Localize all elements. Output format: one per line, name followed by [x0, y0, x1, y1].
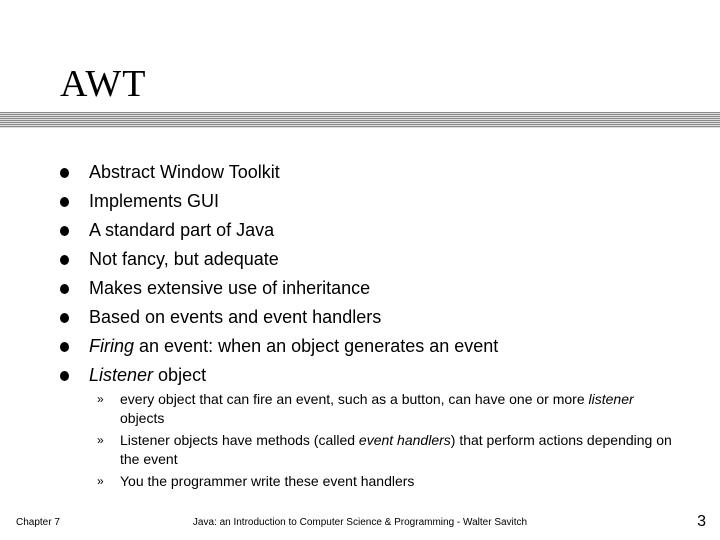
- bullet-text: object: [153, 365, 207, 385]
- bullet-text-italic: Firing: [89, 336, 135, 356]
- bullet-dot-icon: [60, 371, 69, 381]
- bullet-text: A standard part of Java: [89, 220, 275, 240]
- sub-bullet-text: objects: [120, 410, 165, 426]
- sub-bullet-text: You the programmer write these event handlers: [120, 473, 415, 489]
- bullet-list: [60, 158, 680, 390]
- bullet-dot-icon: [60, 342, 69, 352]
- bullet-text: Abstract Window Toolkit: [89, 162, 280, 182]
- bullet-item: [60, 187, 680, 216]
- bullet-item: [60, 158, 680, 187]
- bullet-item: [60, 332, 680, 361]
- sub-bullet-text: Listener objects have methods (called: [120, 432, 359, 448]
- sub-bullet-marker: »: [97, 392, 104, 406]
- sub-bullet-text: ) that perform actions depending on the event: [120, 432, 672, 467]
- bullet-dot-icon: [60, 197, 69, 207]
- slide-title: AWT: [60, 63, 147, 105]
- bullet-text: Makes extensive use of inheritance: [89, 278, 371, 298]
- bullet-item: [60, 245, 680, 274]
- bullet-text: an event: when an object generates an event: [134, 336, 499, 356]
- bullet-dot-icon: [60, 313, 69, 323]
- bullet-item: [60, 303, 680, 332]
- bullet-dot-icon: [60, 168, 69, 178]
- sub-bullet-text: every object that can fire an event, such as a button, can have one or more: [120, 391, 589, 407]
- footer-book-title: Java: an Introduction to Computer Science & Programming - Walter Savitch: [192, 517, 528, 528]
- bullet-item: [60, 216, 680, 245]
- sub-bullet-item: [97, 472, 677, 491]
- bullet-text: Implements GUI: [89, 191, 220, 211]
- sub-bullet-text-italic: listener: [588, 391, 634, 407]
- bullet-text: Based on events and event handlers: [89, 307, 382, 327]
- sub-bullet-item: [97, 390, 677, 428]
- bullet-text-italic: Listener: [89, 365, 154, 385]
- sub-bullet-list: [97, 390, 677, 494]
- bullet-item: [60, 274, 680, 303]
- title-rule-divider: [0, 112, 720, 128]
- bullet-text: Not fancy, but adequate: [89, 249, 279, 269]
- bullet-dot-icon: [60, 284, 69, 294]
- sub-bullet-marker: »: [97, 433, 104, 447]
- bullet-item: [60, 361, 680, 390]
- bullet-dot-icon: [60, 226, 69, 236]
- footer-chapter: Chapter 7: [16, 517, 60, 528]
- sub-bullet-text-italic: event handlers: [358, 432, 451, 448]
- bullet-dot-icon: [60, 255, 69, 265]
- page-number: 3: [697, 513, 706, 530]
- sub-bullet-marker: »: [97, 474, 104, 488]
- sub-bullet-item: [97, 431, 677, 469]
